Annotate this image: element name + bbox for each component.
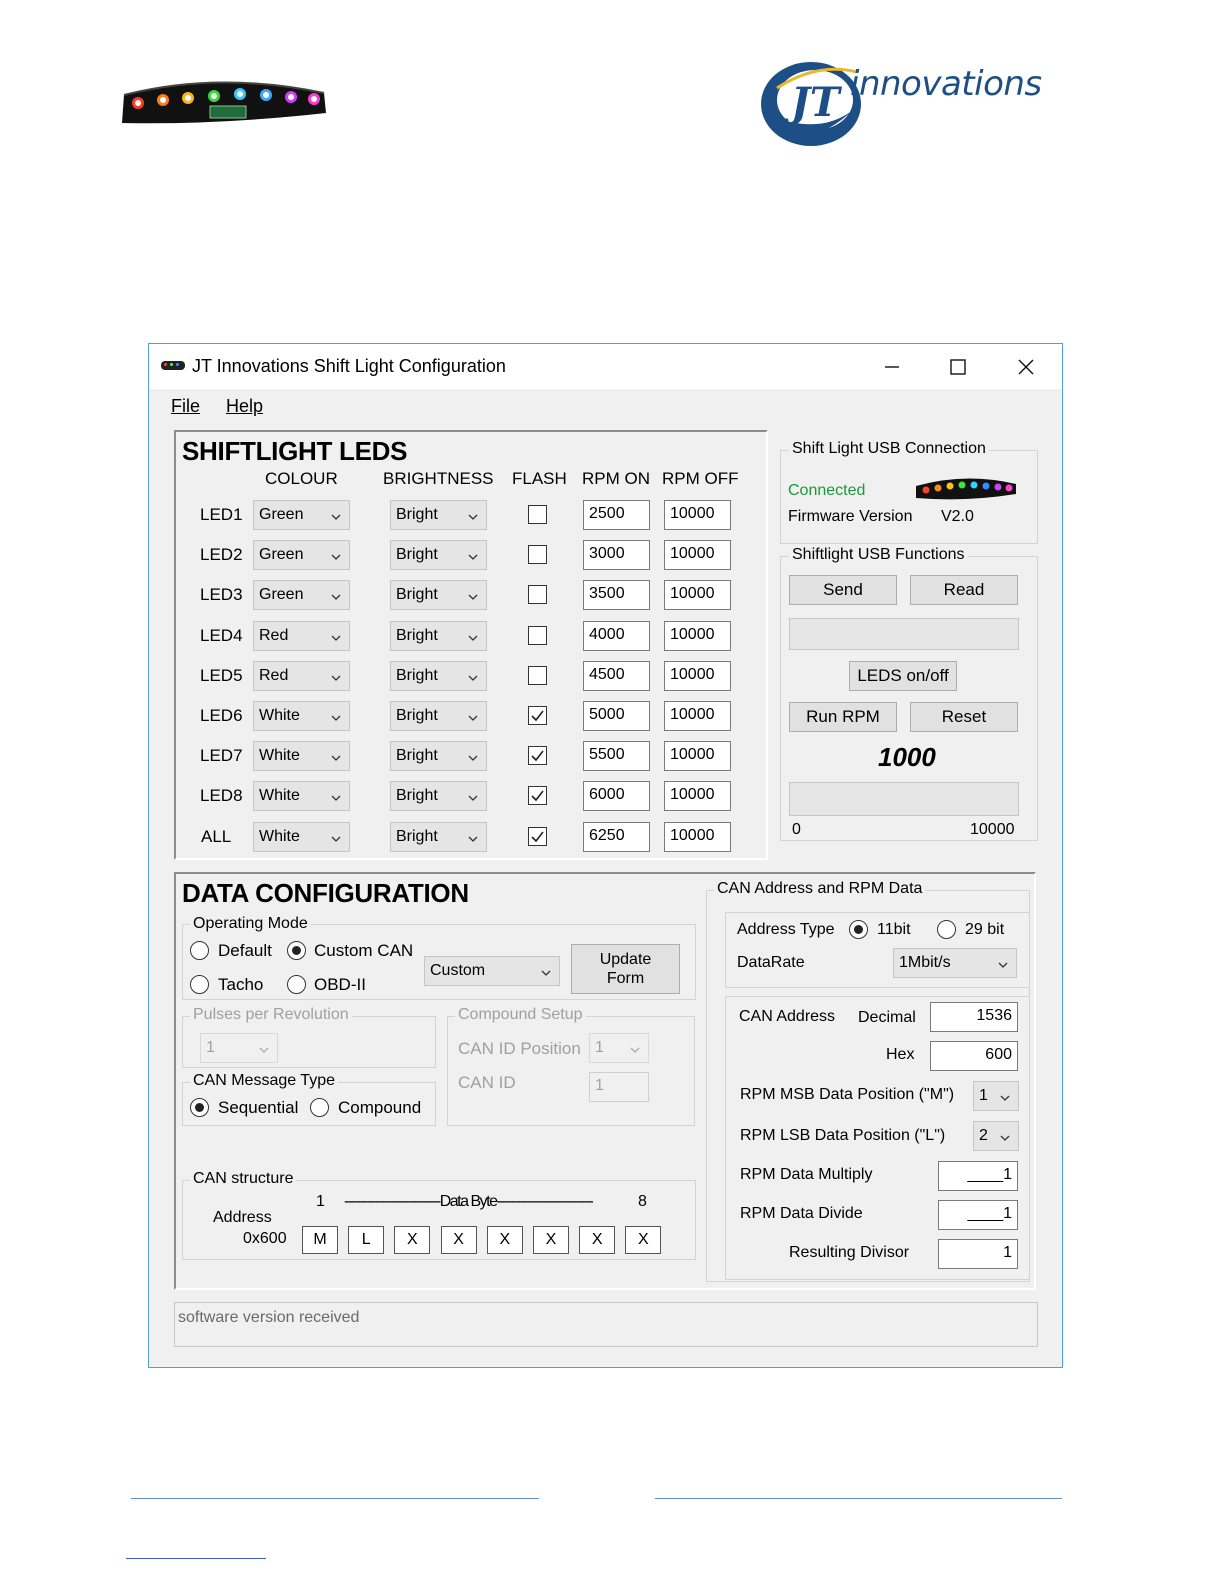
led-colour-select[interactable] <box>253 822 350 852</box>
led-brightness-value: Bright <box>396 586 438 604</box>
data-byte-box: X <box>625 1226 661 1254</box>
mode-default-label: Default <box>218 941 272 960</box>
menu-file[interactable]: File <box>171 396 201 416</box>
mode-tacho-label: Tacho <box>218 975 264 994</box>
led-colour-value: White <box>259 787 300 805</box>
footer-link-rule <box>126 1558 266 1559</box>
data-byte-box: X <box>441 1226 477 1254</box>
operating-mode-label: Operating Mode <box>190 915 311 933</box>
led-brightness-value: Bright <box>396 707 438 724</box>
data-byte-label: -------------------------Data Byte------------------------- <box>344 1193 593 1210</box>
can-structure-label: CAN structure <box>190 1170 296 1188</box>
divisor-field[interactable]: 1 <box>938 1239 1018 1269</box>
mode-custom-can-radio[interactable] <box>287 941 306 960</box>
led-rpm-on-field[interactable]: 5000 <box>583 701 650 731</box>
address-label: Address <box>213 1209 272 1226</box>
led-label: LED4 <box>200 625 243 645</box>
shift-light-product-image <box>118 73 328 127</box>
msb-position-label: RPM MSB Data Position ("M") <box>740 1086 955 1103</box>
divide-field[interactable]: ____1 <box>938 1200 1018 1230</box>
column-header-colour: COLOUR <box>265 469 338 488</box>
shift-light-device-icon <box>914 474 1018 500</box>
can-preset-select[interactable] <box>424 956 560 986</box>
multiply-field[interactable]: ____1 <box>938 1161 1018 1191</box>
shiftlight-leds-heading: SHIFTLIGHT LEDS <box>182 436 408 466</box>
brand-name: innovations <box>850 64 1042 104</box>
chevron-down-icon <box>468 512 478 522</box>
led-brightness-value: Bright <box>396 546 438 564</box>
led-colour-select[interactable] <box>253 781 350 811</box>
led-flash-checkbox[interactable] <box>528 706 547 725</box>
decimal-label: Decimal <box>858 1009 916 1026</box>
close-button[interactable] <box>1001 350 1051 384</box>
led-rpm-off-field[interactable]: 10000 <box>664 701 731 731</box>
led-rpm-on-field[interactable]: 3000 <box>583 540 650 570</box>
chevron-down-icon <box>331 673 341 683</box>
datarate-select[interactable] <box>893 948 1017 978</box>
chevron-down-icon <box>541 968 551 978</box>
can-message-type-label: CAN Message Type <box>190 1072 338 1090</box>
datarate-value: 1Mbit/s <box>899 954 951 971</box>
mode-obd-label: OBD-II <box>314 975 366 994</box>
led-brightness-value: Bright <box>396 787 438 805</box>
chevron-down-icon <box>331 592 341 602</box>
checkmark-icon <box>530 708 545 723</box>
led-brightness-value: Bright <box>396 506 438 523</box>
led-brightness-value: Bright <box>396 626 438 644</box>
window-title: JT Innovations Shift Light Configuration <box>192 356 506 376</box>
mode-custom-can-label: Custom CAN <box>314 941 414 960</box>
led-label: LED7 <box>200 746 243 766</box>
chevron-down-icon <box>468 713 478 723</box>
led-rpm-off-field[interactable]: 10000 <box>664 661 731 691</box>
mode-tacho-radio[interactable] <box>190 975 209 994</box>
chevron-down-icon <box>468 753 478 763</box>
led-brightness-select[interactable] <box>390 580 487 610</box>
led-brightness-select[interactable] <box>390 822 487 852</box>
chevron-down-icon <box>1000 1093 1010 1103</box>
led-label: LED6 <box>200 706 243 725</box>
leds-toggle-button[interactable]: LEDS on/off <box>849 661 957 691</box>
led-flash-checkbox[interactable] <box>528 786 547 805</box>
chevron-down-icon <box>468 592 478 602</box>
transfer-progress-bar <box>789 618 1019 650</box>
brand-mark-text: JT <box>791 79 840 126</box>
menu-bar <box>149 389 1062 425</box>
message-compound-label: Compound <box>338 1098 422 1117</box>
led-colour-value: Green <box>259 586 304 604</box>
minimize-icon <box>882 357 902 377</box>
jt-innovations-logo <box>757 52 1042 152</box>
led-brightness-value: Bright <box>396 827 438 845</box>
status-message: software version received <box>178 1309 360 1326</box>
led-rpm-off-field[interactable]: 10000 <box>664 621 731 651</box>
connection-status: Connected <box>788 482 866 499</box>
led-rpm-on-field[interactable]: 6250 <box>583 822 650 852</box>
footer-rule-right <box>655 1498 1062 1499</box>
message-sequential-label: Sequential <box>218 1098 299 1117</box>
led-flash-checkbox[interactable] <box>528 585 547 604</box>
led-rpm-off-field[interactable]: 10000 <box>664 781 731 811</box>
led-colour-select[interactable] <box>253 741 350 771</box>
led-colour-select[interactable] <box>253 621 350 651</box>
chevron-down-icon <box>1000 1133 1010 1143</box>
byte-end-label: 8 <box>638 1193 647 1210</box>
firmware-version-label: Firmware Version <box>788 508 913 525</box>
led-flash-checkbox[interactable] <box>528 746 547 765</box>
led-label: LED1 <box>200 505 243 524</box>
decimal-field[interactable]: 1536 <box>930 1002 1018 1032</box>
led-colour-value: Green <box>259 546 304 564</box>
hex-field[interactable]: 600 <box>930 1041 1018 1071</box>
led-brightness-select[interactable] <box>390 540 487 570</box>
chevron-down-icon <box>331 713 341 723</box>
can-address-label: CAN Address <box>739 1008 836 1025</box>
led-rpm-on-field[interactable]: 5500 <box>583 741 650 771</box>
led-colour-value: Green <box>259 506 304 523</box>
data-byte-box: X <box>394 1226 430 1254</box>
menu-help[interactable]: Help <box>226 396 264 416</box>
rpm-scale-min: 0 <box>792 821 801 838</box>
chevron-down-icon <box>331 512 341 522</box>
chevron-down-icon <box>998 960 1008 970</box>
hex-label: Hex <box>886 1046 915 1063</box>
led-colour-value: Red <box>259 626 289 644</box>
can-id-position-select[interactable] <box>589 1033 649 1063</box>
led-rpm-off-field[interactable]: 10000 <box>664 540 731 570</box>
led-colour-select[interactable] <box>253 701 350 731</box>
led-rpm-off-field[interactable]: 10000 <box>664 822 731 852</box>
msb-position-value: 1 <box>979 1087 988 1104</box>
chevron-down-icon <box>331 753 341 763</box>
chevron-down-icon <box>331 552 341 562</box>
led-rpm-on-field[interactable]: 2500 <box>583 500 650 530</box>
title-bar <box>149 344 1062 389</box>
led-rpm-off-field[interactable]: 10000 <box>664 580 731 610</box>
data-byte-box: X <box>487 1226 523 1254</box>
rpm-slider-track[interactable] <box>789 782 1019 816</box>
led-rpm-on-field[interactable]: 3500 <box>583 580 650 610</box>
led-colour-value: White <box>259 707 300 724</box>
address-11bit-radio[interactable] <box>849 920 868 939</box>
can-id-field[interactable]: 1 <box>589 1072 649 1102</box>
lsb-position-label: RPM LSB Data Position ("L") <box>740 1127 946 1144</box>
led-label: ALL <box>201 826 232 846</box>
led-colour-select[interactable] <box>253 580 350 610</box>
firmware-version-value: V2.0 <box>941 508 974 525</box>
lsb-position-select[interactable] <box>973 1121 1019 1151</box>
led-rpm-on-field[interactable]: 4500 <box>583 661 650 691</box>
can-id-position-label: CAN ID Position <box>458 1039 581 1058</box>
can-preset-value: Custom <box>430 962 486 979</box>
divisor-label: Resulting Divisor <box>789 1244 910 1261</box>
can-id-position-value: 1 <box>595 1039 604 1056</box>
data-byte-box: L <box>348 1226 384 1254</box>
app-icon <box>161 361 185 370</box>
chevron-down-icon <box>468 633 478 643</box>
address-value: 0x600 <box>243 1230 287 1247</box>
column-header-flash: FLASH <box>512 469 567 488</box>
mode-obd-radio[interactable] <box>287 975 306 994</box>
chevron-down-icon <box>468 673 478 683</box>
led-brightness-select[interactable] <box>390 661 487 691</box>
led-brightness-value: Bright <box>396 747 438 765</box>
led-label: LED2 <box>200 545 243 565</box>
usb-functions-label: Shiftlight USB Functions <box>789 546 968 564</box>
data-byte-box: X <box>533 1226 569 1254</box>
divide-label: RPM Data Divide <box>740 1205 863 1222</box>
led-flash-checkbox[interactable] <box>528 545 547 564</box>
data-configuration-heading: DATA CONFIGURATION <box>182 878 469 908</box>
led-label: LED3 <box>200 585 243 605</box>
maximize-button[interactable] <box>933 350 983 384</box>
run-rpm-button[interactable]: Run RPM <box>789 702 897 732</box>
led-flash-checkbox[interactable] <box>528 827 547 846</box>
led-flash-checkbox[interactable] <box>528 505 547 524</box>
chevron-down-icon <box>259 1045 269 1055</box>
multiply-label: RPM Data Multiply <box>740 1166 873 1183</box>
rpm-scale-max: 10000 <box>970 821 1015 838</box>
column-header-rpm-on: RPM ON <box>582 469 650 488</box>
pulses-select[interactable] <box>200 1033 278 1063</box>
data-byte-box: X <box>579 1226 615 1254</box>
minimize-button[interactable] <box>867 350 917 384</box>
led-brightness-select[interactable] <box>390 781 487 811</box>
led-brightness-select[interactable] <box>390 500 487 530</box>
status-panel <box>174 1302 1038 1347</box>
update-form-line1: Update <box>599 951 652 968</box>
close-icon <box>1016 357 1036 377</box>
rpm-readout: 1000 <box>878 742 936 772</box>
led-rpm-off-field[interactable]: 10000 <box>664 741 731 771</box>
led-rpm-on-field[interactable]: 6000 <box>583 781 650 811</box>
message-compound-radio[interactable] <box>310 1098 329 1117</box>
compound-setup-group <box>447 1016 695 1126</box>
pulses-per-revolution-label: Pulses per Revolution <box>190 1006 352 1024</box>
lsb-position-value: 2 <box>979 1127 988 1144</box>
message-sequential-radio[interactable] <box>190 1098 209 1117</box>
column-header-brightness: BRIGHTNESS <box>383 469 494 488</box>
led-colour-select[interactable] <box>253 540 350 570</box>
address-11bit-label: 11bit <box>877 921 911 938</box>
led-brightness-select[interactable] <box>390 741 487 771</box>
msb-position-select[interactable] <box>973 1081 1019 1111</box>
led-flash-checkbox[interactable] <box>528 666 547 685</box>
led-rpm-on-field[interactable]: 4000 <box>583 621 650 651</box>
chevron-down-icon <box>468 552 478 562</box>
led-brightness-select[interactable] <box>390 701 487 731</box>
datarate-label: DataRate <box>737 954 805 971</box>
chevron-down-icon <box>331 793 341 803</box>
led-colour-value: Red <box>259 666 289 684</box>
compound-setup-label: Compound Setup <box>455 1006 586 1024</box>
chevron-down-icon <box>630 1045 640 1055</box>
can-id-label: CAN ID <box>458 1073 516 1092</box>
chevron-down-icon <box>468 834 478 844</box>
led-brightness-select[interactable] <box>390 621 487 651</box>
led-label: LED5 <box>200 665 243 685</box>
led-brightness-value: Bright <box>396 666 438 684</box>
send-button[interactable]: Send <box>789 575 897 605</box>
chevron-down-icon <box>331 633 341 643</box>
reset-button[interactable]: Reset <box>910 702 1018 732</box>
column-header-rpm-off: RPM OFF <box>662 469 739 488</box>
led-colour-value: White <box>259 827 300 845</box>
led-label: LED8 <box>200 786 243 806</box>
data-byte-box: M <box>302 1226 338 1254</box>
led-colour-select[interactable] <box>253 500 350 530</box>
checkmark-icon <box>530 748 545 763</box>
address-29bit-label: 29 bit <box>965 921 1005 938</box>
chevron-down-icon <box>331 834 341 844</box>
checkmark-icon <box>530 788 545 803</box>
usb-connection-label: Shift Light USB Connection <box>789 440 989 458</box>
mode-default-radio[interactable] <box>190 941 209 960</box>
maximize-icon <box>948 357 968 377</box>
pulses-value: 1 <box>206 1039 215 1056</box>
address-29bit-radio[interactable] <box>937 920 956 939</box>
chevron-down-icon <box>468 793 478 803</box>
checkmark-icon <box>530 829 545 844</box>
led-colour-select[interactable] <box>253 661 350 691</box>
byte-start-label: 1 <box>316 1193 325 1210</box>
update-form-button[interactable] <box>571 944 680 994</box>
footer-rule-left <box>131 1498 539 1499</box>
can-address-rpm-label: CAN Address and RPM Data <box>714 880 925 898</box>
led-colour-value: White <box>259 747 300 765</box>
led-flash-checkbox[interactable] <box>528 626 547 645</box>
address-type-label: Address Type <box>737 921 835 938</box>
read-button[interactable]: Read <box>910 575 1018 605</box>
update-form-line2: Form <box>606 970 645 987</box>
led-rpm-off-field[interactable]: 10000 <box>664 500 731 530</box>
